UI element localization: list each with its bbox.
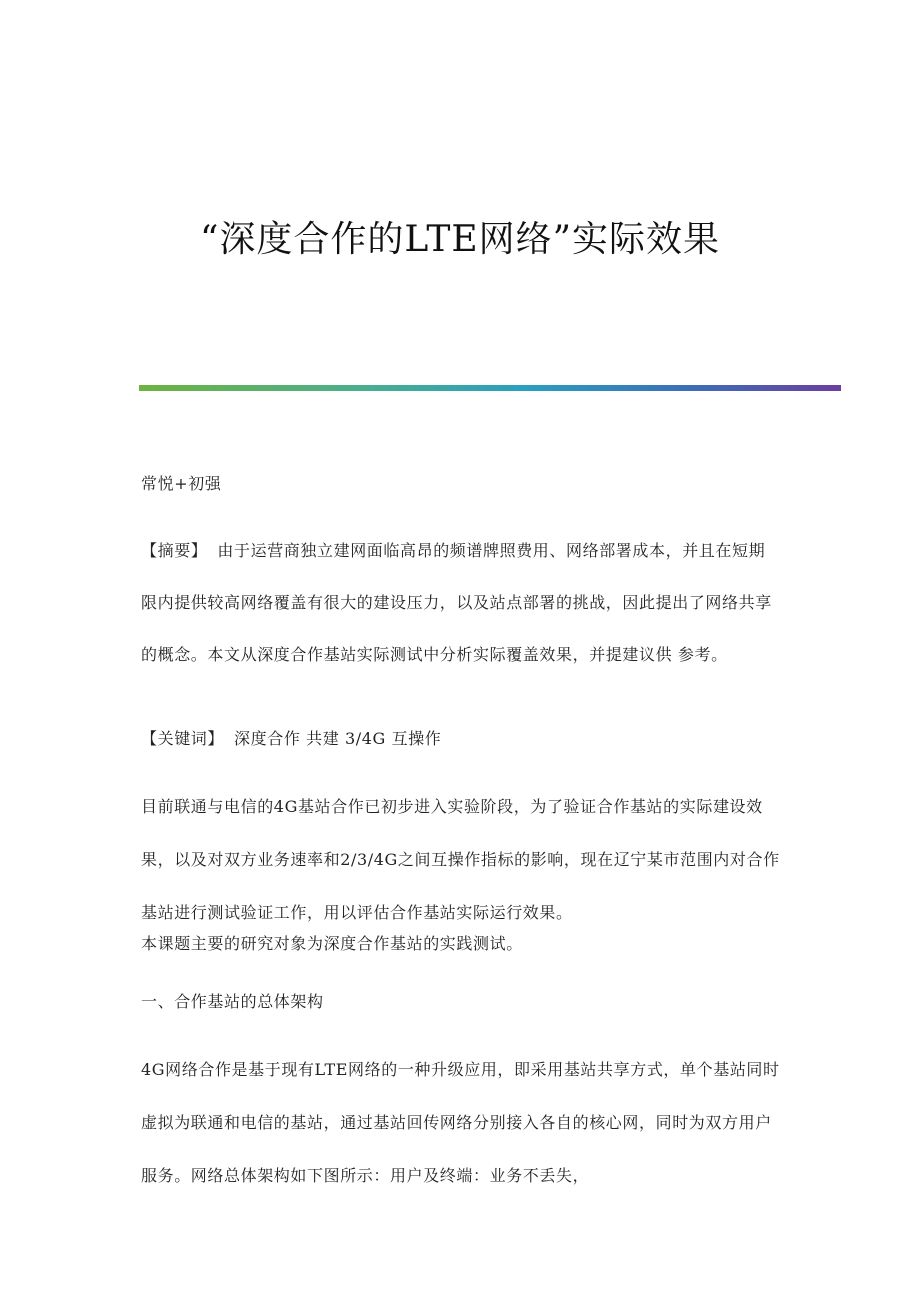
author-line: 常悦+初强 xyxy=(141,474,222,493)
abstract-paragraph xyxy=(141,525,781,681)
title-divider-rule xyxy=(139,385,841,391)
body-paragraph: 目前联通与电信的4G基站合作已初步进入实验阶段，为了验证合作基站的实际建设效果，以及对双方业务速率和2/3/4G之间互操作指标的影响，现在辽宁某市范围内对合作基站进行测试验证工作，用以评估合作基站实际运行效果。 xyxy=(141,797,780,922)
body-paragraph: 4G网络合作是基于现有LTE网络的一种升级应用，即采用基站共享方式，单个基站同时虚拟为联通和电信的基站，通过基站回传网络分别接入各自的核心网，同时为双方用户服务。网络总体架构如下图所示：用户及终端：业务不丢失， xyxy=(141,1060,780,1185)
keywords-line xyxy=(141,727,781,751)
abstract-label: 【摘要】 xyxy=(141,541,208,560)
section-heading: 一、合作基站的总体架构 xyxy=(141,992,324,1011)
body-paragraph: 本课题主要的研究对象为深度合作基站的实践测试。 xyxy=(141,934,523,953)
keywords-text: 深度合作 共建 3/4G 互操作 xyxy=(234,729,442,748)
document-title: “深度合作的LTE网络”实际效果 xyxy=(199,219,721,260)
abstract-text: 由于运营商独立建网面临高昂的频谱牌照费用、网络部署成本，并且在短期限内提供较高网络覆盖有很大的建设压力，以及站点部署的挑战，因此提出了网络共享的概念。本文从深度合作基站实际测试中分析实际覆盖效果，并提建议供 参考。 xyxy=(141,541,772,664)
keywords-label: 【关键词】 xyxy=(141,729,225,748)
